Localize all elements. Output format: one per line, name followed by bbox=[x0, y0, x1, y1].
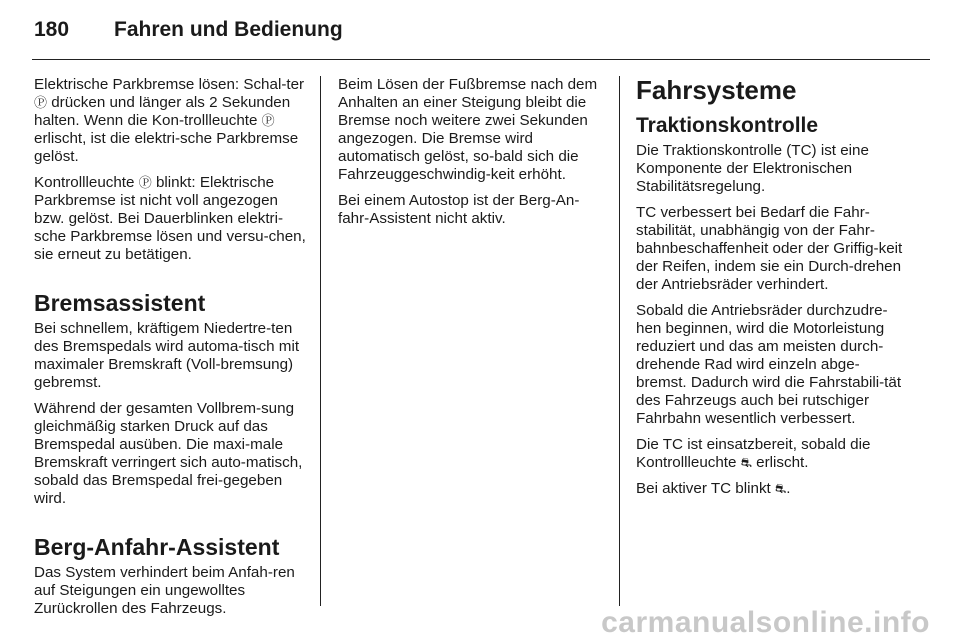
traction-control-icon: ⛐ bbox=[775, 481, 787, 496]
paragraph: Bei einem Autostop ist der Berg-An-fahr-Assistent nicht aktiv. bbox=[338, 192, 580, 227]
header-rule bbox=[32, 59, 930, 60]
paragraph: Die TC ist einsatzbereit, sobald die Kontrollleuchte ⛐ erlischt. bbox=[636, 436, 871, 471]
parking-brake-icon: Ⓟ bbox=[34, 95, 48, 110]
paragraph: Kontrollleuchte Ⓟ blinkt: Elektrische Parkbremse ist nicht voll angezogen bzw. gelöst. Bei Dauerblinken elektri-sche Parkbremse lösen und versu-chen, sie erneut zu betätigen. bbox=[34, 174, 306, 263]
paragraph: Während der gesamten Vollbrem-sung gleichmäßig starken Druck auf das Bremspedal ausüben. Die maxi-male Bremskraft verringert sich auto-matisch, sobald das Bremspedal frei-gegeben wird. bbox=[34, 400, 303, 507]
paragraph: Bei aktiver TC blinkt ⛐. bbox=[636, 480, 791, 497]
column-divider bbox=[320, 76, 321, 606]
paragraph: Das System verhindert beim Anfah-ren auf Steigungen ein ungewolltes Zurückrollen des Fahrzeugs. bbox=[34, 564, 295, 617]
paragraph: Sobald die Antriebsräder durchzudre-hen beginnen, wird die Motorleistung reduziert und das am meisten durch-drehende Rad wird einzeln abge-bremst. Dadurch wird die Fahrstabili-tät des Fahrzeugs auch bei rutschiger Fahrbahn wesentlich verbessert. bbox=[636, 302, 902, 427]
paragraph: TC verbessert bei Bedarf die Fahr-stabilität, unabhängig von der Fahr-bahnbeschaffenheit oder der Griffig-keit der Reifen, indem sie ein Durch-drehen der Antriebsräder verhindert. bbox=[636, 204, 903, 293]
column-2 bbox=[338, 76, 602, 236]
column-1 bbox=[34, 76, 310, 626]
column-divider bbox=[619, 76, 620, 606]
page-header bbox=[34, 18, 343, 42]
section-heading: Traktionskontrolle bbox=[636, 114, 819, 137]
section-heading: Berg-Anfahr-Assistent bbox=[34, 534, 280, 560]
parking-brake-icon: Ⓟ bbox=[261, 113, 275, 128]
page-title: Fahren und Bedienung bbox=[114, 18, 343, 41]
paragraph: Beim Lösen der Fußbremse nach dem Anhalten an einer Steigung bleibt die Bremse noch weitere zwei Sekunden angezogen. Die Bremse wird automatisch gelöst, so-bald sich die Fahrzeuggeschwindig-keit erhöht. bbox=[338, 76, 598, 183]
paragraph: Bei schnellem, kräftigem Niedertre-ten des Bremspedals wird automa-tisch mit maximaler Bremskraft (Voll-bremsung) gebremst. bbox=[34, 320, 300, 391]
paragraph: Die Traktionskontrolle (TC) ist eine Komponente der Elektronischen Stabilitätsregelung. bbox=[636, 142, 869, 195]
page-number: 180 bbox=[34, 18, 70, 41]
traction-control-icon: ⛐ bbox=[740, 455, 752, 470]
watermark: carmanualsonline.info bbox=[601, 606, 930, 639]
chapter-heading: Fahrsysteme bbox=[636, 75, 797, 105]
paragraph: Elektrische Parkbremse lösen: Schal-ter Ⓟ drücken und länger als 2 Sekunden halten. Wenn die Kon-trollleuchte Ⓟ erlischt, ist die elektri-sche Parkbremse gelöst. bbox=[34, 76, 305, 165]
section-heading: Bremsassistent bbox=[34, 290, 206, 316]
column-3 bbox=[636, 76, 906, 506]
parking-brake-icon: Ⓟ bbox=[138, 175, 152, 190]
